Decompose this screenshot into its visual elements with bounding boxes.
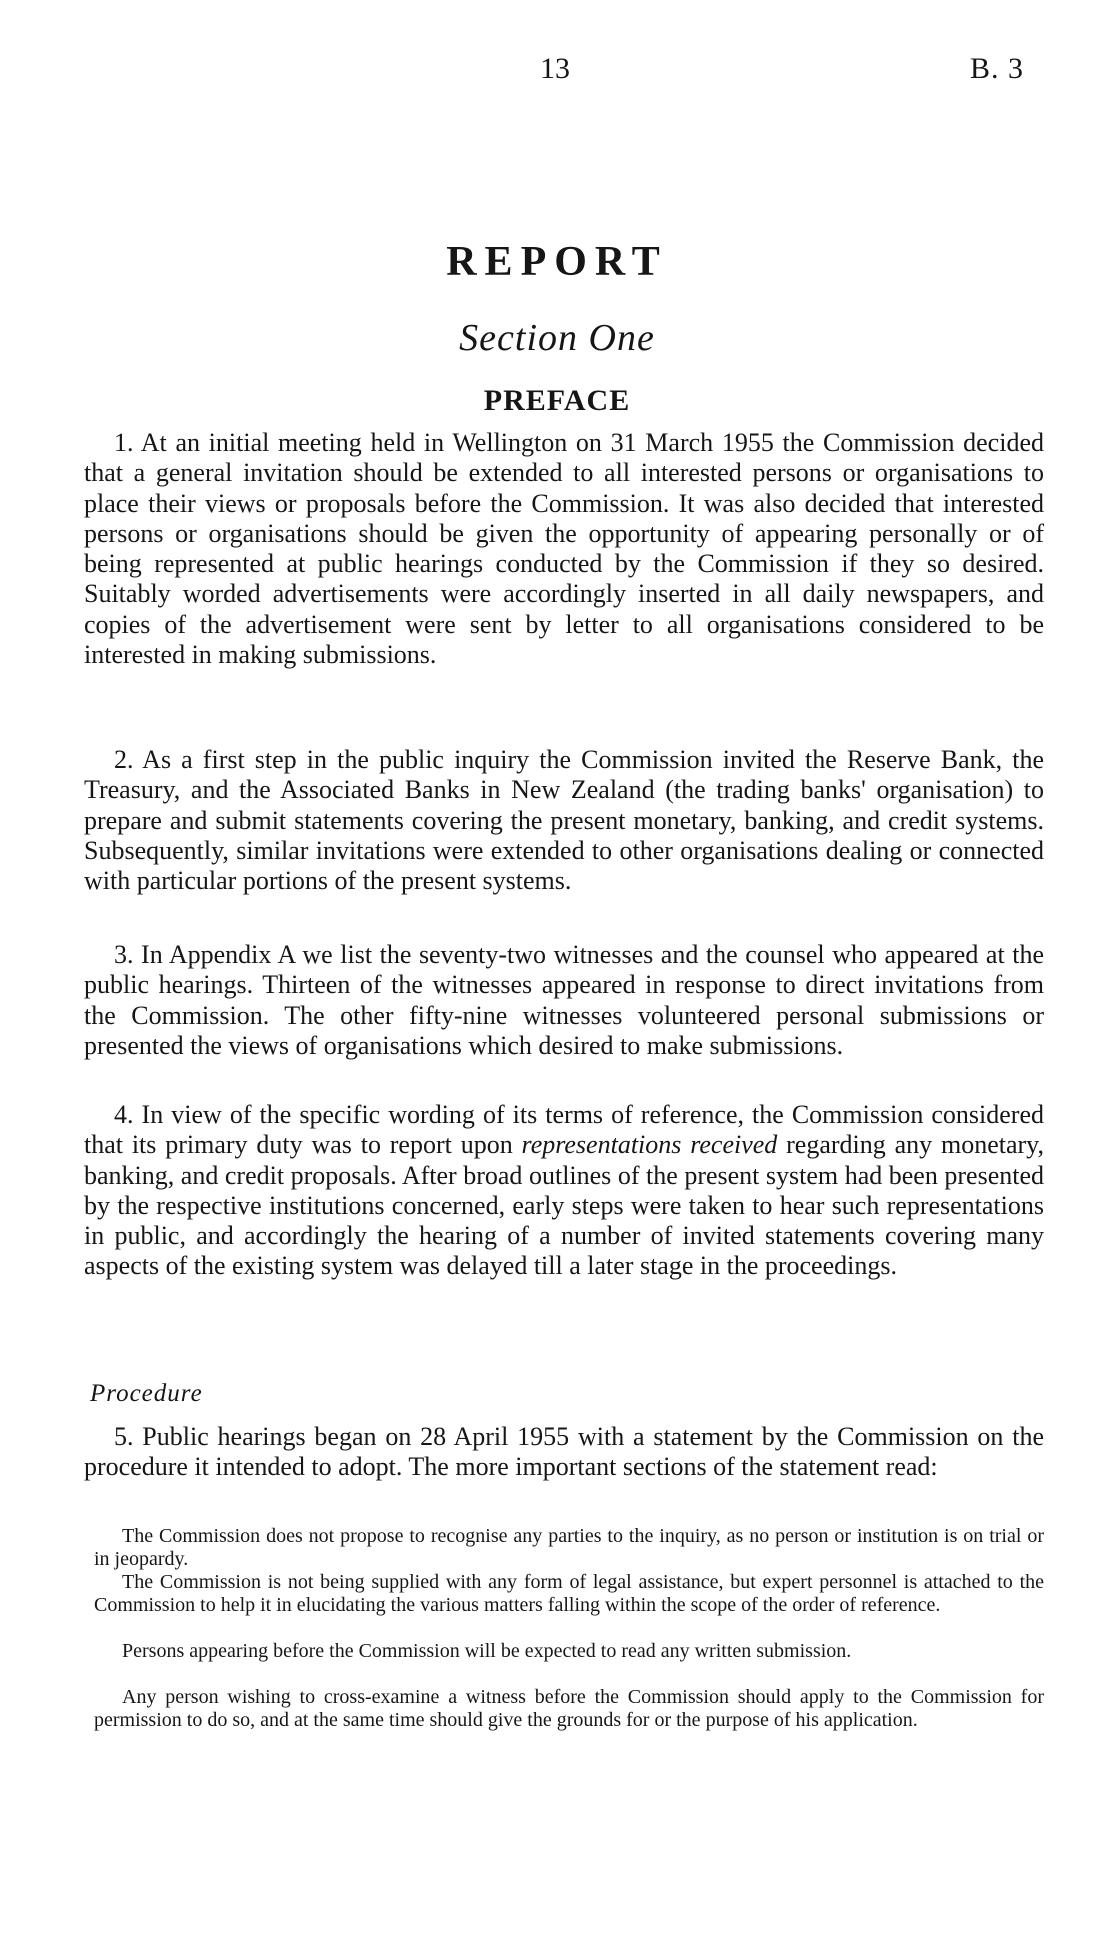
preface-heading: PREFACE xyxy=(483,384,631,417)
report-title: REPORT xyxy=(446,239,668,285)
procedure-heading: Procedure xyxy=(90,1380,203,1407)
document-reference: B. 3 xyxy=(969,52,1024,85)
paragraph-4-rest: regarding any monetary, banking, and credit proposals. After broad outlines of the present system had been presented by the respective institutions concerned, early steps were taken to hear such representations in public, and accordingly the hearing of a number of invited statements covering many aspects of the existing system was delayed till a later stage in the proceedings. xyxy=(84,1130,1044,1281)
section-title: Section One xyxy=(459,317,655,359)
quoted-statement-2: The Commission is not being supplied with any form of legal assistance, but expert personnel is attached to the Commission to help it in elucidating the various matters falling within the scope of the order of reference. xyxy=(94,1571,1044,1616)
paragraph-2: 2. As a first step in the public inquiry the Commission invited the Reserve Bank, the Treasury, and the Associated Banks in New Zealand (the trading banks' organisation) to prepare and submit statements covering the present monetary, banking, and credit systems. Subsequently, similar invitations were extended to other organisations dealing or connected with particular portions of the present systems. xyxy=(84,745,1044,896)
paragraph-5: 5. Public hearings began on 28 April 1955 with a statement by the Commission on the procedure it intended to adopt. The more important sections of the statement read: xyxy=(84,1422,1044,1482)
page-number: 13 xyxy=(540,52,570,85)
paragraph-1: 1. At an initial meeting held in Wellington on 31 March 1955 the Commission decided that a general invitation should be extended to all interested persons or organisations to place their views or proposals before the Commission. It was also decided that interested persons or organisations should be given the opportunity of appearing personally or of being represented at public hearings conducted by the Commission if they so desired. Suitably worded advertisements were accordingly inserted in all daily newspapers, and copies of the advertisement were sent by letter to all organisations considered to be interested in making submissions. xyxy=(84,428,1044,670)
paragraph-3: 3. In Appendix A we list the seventy-two witnesses and the counsel who appeared at the public hearings. Thirteen of the witnesses appeared in response to direct invitations from the Commission. The other fifty-nine witnesses volunteered personal submissions or presented the views of organisations which desired to make submissions. xyxy=(84,940,1044,1060)
paragraph-4-lead: 4. In view of the specific wording of its terms of reference, the Commission considered that its primary duty was to report upon xyxy=(84,1100,1044,1160)
quoted-statement-4: Any person wishing to cross-examine a witness before the Commission should apply to the Commission for permission to do so, and at the same time should give the grounds for or the purpose of his application. xyxy=(94,1686,1044,1731)
paragraph-4-emphasis: representations received xyxy=(521,1130,778,1160)
paragraph-4 xyxy=(84,1100,1044,1282)
quoted-statement-1: The Commission does not propose to recognise any parties to the inquiry, as no person or institution is on trial or in jeopardy. xyxy=(94,1525,1044,1570)
quoted-statement-3: Persons appearing before the Commission will be expected to read any written submission. xyxy=(122,1640,852,1662)
